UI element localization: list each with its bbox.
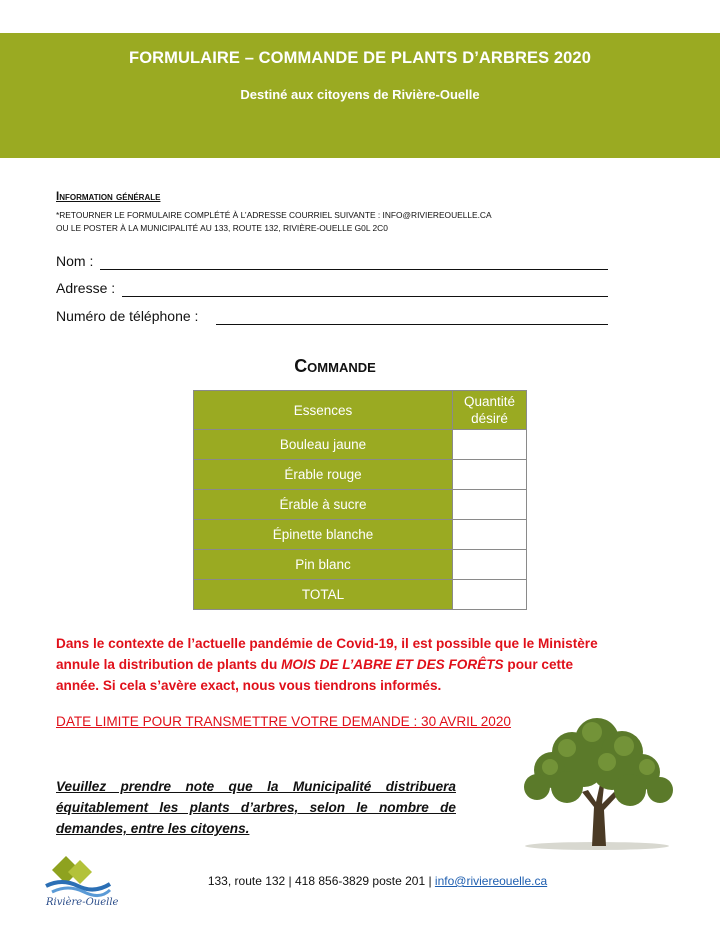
species-name: Bouleau jaune (194, 430, 453, 460)
species-name: Érable rouge (194, 460, 453, 490)
info-instructions-line2: OU LE POSTER À LA MUNICIPALITÉ AU 133, ROUTE 132, RIVIÈRE-OUELLE G0L 2C0 (56, 223, 388, 233)
address-line[interactable] (122, 296, 608, 297)
phone-field[interactable] (56, 308, 198, 324)
quantity-column-header (453, 391, 527, 430)
order-table-header (194, 391, 527, 430)
table-row (194, 520, 527, 550)
logo-text: Rivière-Ouelle (46, 897, 119, 908)
order-section-title: Commande (294, 356, 376, 376)
warning-emphasis: MOIS DE L’ABRE ET DES FORÊTS (281, 657, 504, 672)
species-column-header: Essences (194, 391, 453, 430)
footer-address: 133, route 132 | 418 856-3829 poste 201 | (207, 874, 435, 888)
form-title: FORMULAIRE – COMMANDE DE PLANTS D’ARBRES 2020 (129, 49, 591, 67)
phone-line[interactable] (216, 324, 608, 325)
footer-email-link[interactable]: info@riviereouelle.ca (434, 874, 548, 888)
table-row (194, 430, 527, 460)
deadline-notice: DATE LIMITE POUR TRANSMETTRE VOTRE DEMANDE : 30 AVRIL 2020 (56, 714, 511, 729)
order-table (193, 390, 527, 610)
quantity-input-pin-blanc[interactable] (453, 550, 527, 580)
species-name: Érable à sucre (194, 490, 453, 520)
species-name: Épinette blanche (194, 520, 453, 550)
quantity-input-total[interactable] (453, 580, 527, 610)
quantity-input-epinette-blanche[interactable] (453, 520, 527, 550)
quantity-header-line1: Quantité (463, 394, 516, 409)
phone-label: Numéro de téléphone : (56, 308, 199, 324)
covid-warning (56, 633, 616, 696)
distribution-note: Veuillez prendre note que la Municipalité distribuera équitablement les plants d’arbres, selon le nombre de demandes, entre les citoyens. (56, 779, 456, 836)
name-field[interactable] (56, 253, 93, 269)
info-instructions-line1: *RETOURNER LE FORMULAIRE COMPLÉTÉ À L’ADRESSE COURRIEL SUIVANTE : INFO@RIVIEREOUELLE.CA (56, 210, 492, 220)
species-name: Pin blanc (194, 550, 453, 580)
total-label: TOTAL (194, 580, 453, 610)
warning-text-2: pour cette année. Si cela s’avère exact, nous vous tiendrons informés. (56, 657, 574, 693)
tree-icon (512, 712, 682, 852)
table-row (194, 490, 527, 520)
quantity-input-erable-sucre[interactable] (453, 490, 527, 520)
table-row (194, 460, 527, 490)
quantity-input-erable-rouge[interactable] (453, 460, 527, 490)
warning-text-1: Dans le contexte de l’actuelle pandémie de Covid-19, il est possible que le Ministère annule la distribution de plants du (56, 636, 598, 672)
table-row (194, 550, 527, 580)
table-row-total (194, 580, 527, 610)
quantity-header-line2: désiré (471, 411, 508, 426)
address-label: Adresse : (56, 280, 116, 296)
quantity-input-bouleau-jaune[interactable] (453, 430, 527, 460)
name-line[interactable] (100, 269, 608, 270)
footer (0, 874, 720, 888)
form-subtitle: Destiné aux citoyens de Rivière-Ouelle (240, 87, 480, 102)
address-field[interactable] (56, 280, 115, 296)
name-label: Nom : (56, 253, 94, 269)
info-section-title: Information générale (56, 191, 161, 203)
info-instructions (56, 209, 492, 235)
